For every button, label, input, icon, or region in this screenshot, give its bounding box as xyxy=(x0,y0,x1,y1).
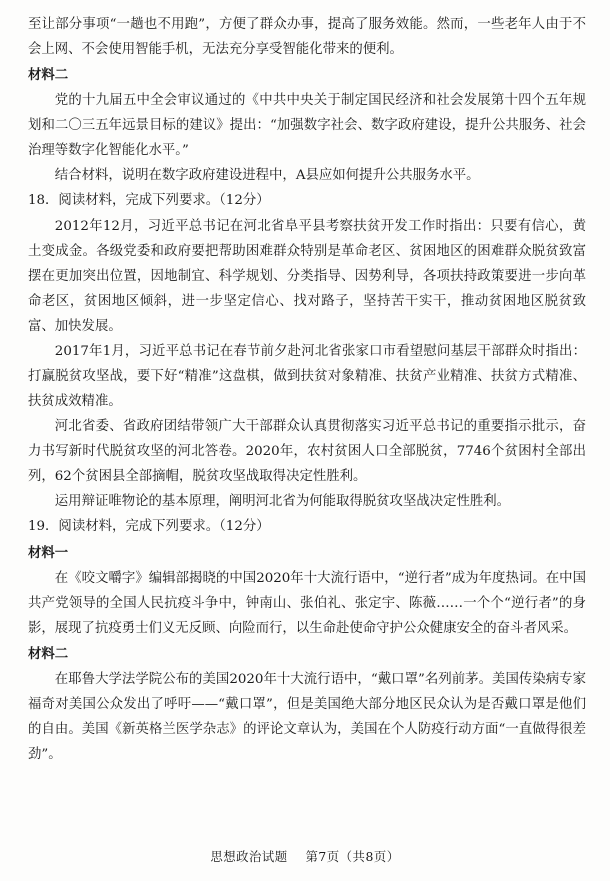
page-content xyxy=(28,12,586,767)
paragraph-material1-end: 至让部分事项“一趟也不用跑”，方便了群众办事，提高了服务效能。然而，一些老年人由于不会上网、不会使用智能手机，无法充分享受智能化带来的便利。 xyxy=(28,17,586,57)
paragraph-nixingzhe: 在《咬文嚼字》编辑部揭晓的中国2020年十大流行语中，“逆行者”成为年度热词。在中国共产党领导的全国人民抗疫斗争中，钟南山、张伯礼、张定宇、陈薇……一个个“逆行者”的身影，展现了抗疫勇士们义无反顾、向险而行，以生命赴使命守护公众健康安全的奋斗者风采。 xyxy=(28,571,586,636)
footer-spacer xyxy=(292,849,301,864)
heading-material2-q17: 材料二 xyxy=(28,67,69,83)
footer-page-number: 第7页（共8页） xyxy=(305,849,400,864)
question-18-prompt: 运用辩证唯物论的基本原理，阐明河北省为何能取得脱贫攻坚战决定性胜利。 xyxy=(54,494,511,509)
paragraph-fifth-plenum: 党的十九届五中全会审议通过的《中共中央关于制定国民经济和社会发展第十四个五年规划和二〇三五年远景目标的建议》提出：“加强数字社会、数字政府建设，提升公共服务、社会治理等数字化智能化水平。” xyxy=(28,93,586,158)
heading-material2-q19: 材料二 xyxy=(28,646,69,662)
question-18-title: 18．阅读材料，完成下列要求。（12分） xyxy=(28,193,270,208)
question-19-title: 19．阅读材料，完成下列要求。（12分） xyxy=(28,519,270,534)
paragraph-2017-zhangjiakou: 2017年1月，习近平总书记在春节前夕赴河北省张家口市看望慰问基层干部群众时指出：打赢脱贫攻坚战，要下好“精准”这盘棋，做到扶贫对象精准、扶贫产业精准、扶贫方式精准、扶贫成效精准。 xyxy=(28,344,586,409)
page-footer xyxy=(0,848,610,866)
paragraph-mask: 在耶鲁大学法学院公布的美国2020年十大流行语中，“戴口罩”名列前茅。美国传染病专家福奇对美国公众发出了呼吁——“戴口罩”，但是美国绝大部分地区民众认为是否戴口罩是他们的自由。美国《新英格兰医学杂志》的评论文章认为，美国在个人防疫行动方面“一直做得很差劲”。 xyxy=(28,672,586,762)
footer-subject: 思想政治试题 xyxy=(210,849,288,864)
heading-material1-q19: 材料一 xyxy=(28,545,69,561)
paragraph-hebei-poverty: 河北省委、省政府团结带领广大干部群众认真贯彻落实习近平总书记的重要指示批示，奋力书写新时代脱贫攻坚的河北答卷。2020年，农村贫困人口全部脱贫，7746个贫困村全部出列，62个贫困县全部摘帽，脱贫攻坚战取得决定性胜利。 xyxy=(28,419,586,484)
paragraph-2012-fuping: 2012年12月，习近平总书记在河北省阜平县考察扶贫开发工作时指出：只要有信心，黄土变成金。各级党委和政府要把帮助困难群众特别是革命老区、贫困地区的困难群众脱贫致富摆在更加突出位置，因地制宜、科学规划、分类指导、因势利导，各项扶持政策要进一步向革命老区，贫困地区倾斜，进一步坚定信心、找对路子，坚持苦干实干，推动贫困地区脱贫致富、加快发展。 xyxy=(28,219,586,334)
question-17-prompt: 结合材料，说明在数字政府建设进程中，A县应如何提升公共服务水平。 xyxy=(54,168,480,183)
